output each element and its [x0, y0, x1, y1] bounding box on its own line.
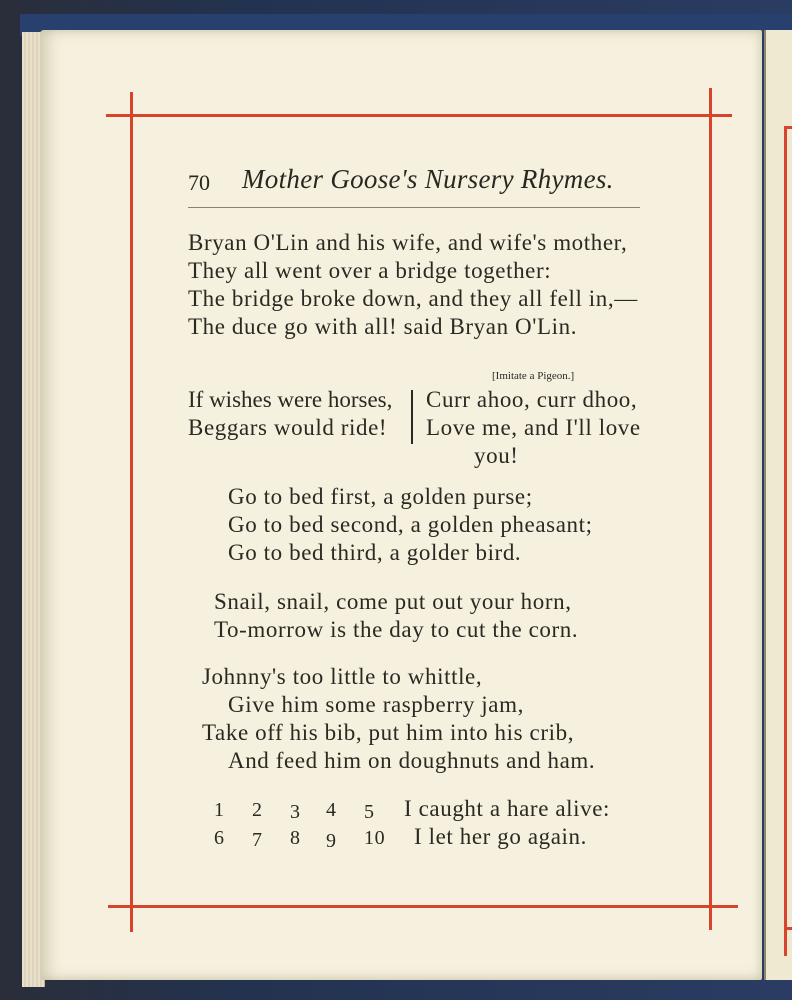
count-number: 1 [214, 799, 225, 821]
rhyme3-line-2: Go to bed second, a golden pheasant; [228, 512, 593, 537]
rhyme1-line-2: They all went over a bridge together: [188, 258, 552, 283]
rhyme1-line-4: The duce go with all! said Bryan O'Lin. [188, 314, 578, 339]
rhyme3-line-1: Go to bed first, a golden purse; [228, 484, 533, 509]
count-number: 2 [252, 799, 263, 821]
border-right-rule [709, 88, 712, 930]
count-number: 9 [326, 830, 337, 852]
rhyme5-line-2: Give him some raspberry jam, [228, 692, 524, 717]
rhyme1-line-3: The bridge broke down, and they all fell in,— [188, 286, 638, 311]
border-bottom-rule [108, 905, 738, 908]
next-page-border-left [784, 126, 787, 956]
rhyme2-left-line-1: If wishes were horses, [188, 387, 393, 412]
column-divider [411, 390, 413, 444]
rhyme2-right-line-2: Love me, and I'll love [426, 415, 641, 440]
rhyme2-right-line-1: Curr ahoo, curr dhoo, [426, 387, 638, 412]
rhyme5-line-3: Take off his bib, put him into his crib, [202, 720, 575, 745]
count-number: 7 [252, 829, 263, 851]
rhyme6-line-1: I caught a hare alive: [404, 796, 611, 821]
rhyme6-line-2: I let her go again. [414, 824, 587, 849]
rhyme4-line-2: To-morrow is the day to cut the corn. [214, 617, 579, 642]
rhyme5-line-4: And feed him on doughnuts and ham. [228, 748, 596, 773]
border-top-rule [106, 114, 732, 117]
count-number: 5 [364, 801, 375, 823]
rhyme1-line-1: Bryan O'Lin and his wife, and wife's mother, [188, 230, 628, 255]
rhyme4-line-1: Snail, snail, come put out your horn, [214, 589, 572, 614]
next-page-edge [764, 30, 792, 980]
count-number: 4 [326, 799, 337, 821]
rhyme5-line-1: Johnny's too little to whittle, [202, 664, 483, 689]
count-number: 10 [364, 827, 386, 849]
page-number: 70 [188, 170, 210, 195]
count-number: 8 [290, 827, 301, 849]
count-number: 3 [290, 801, 301, 823]
rhyme3-line-3: Go to bed third, a golder bird. [228, 540, 522, 565]
rhyme2-left-line-2: Beggars would ride! [188, 415, 388, 440]
header-divider [188, 207, 640, 208]
next-page-border-bottom [784, 927, 792, 930]
rhyme2-right-line-3: you! [474, 443, 519, 468]
pigeon-note: [Imitate a Pigeon.] [492, 370, 575, 382]
border-left-rule [130, 92, 133, 932]
count-number: 6 [214, 827, 225, 849]
running-title: Mother Goose's Nursery Rhymes. [242, 164, 614, 194]
